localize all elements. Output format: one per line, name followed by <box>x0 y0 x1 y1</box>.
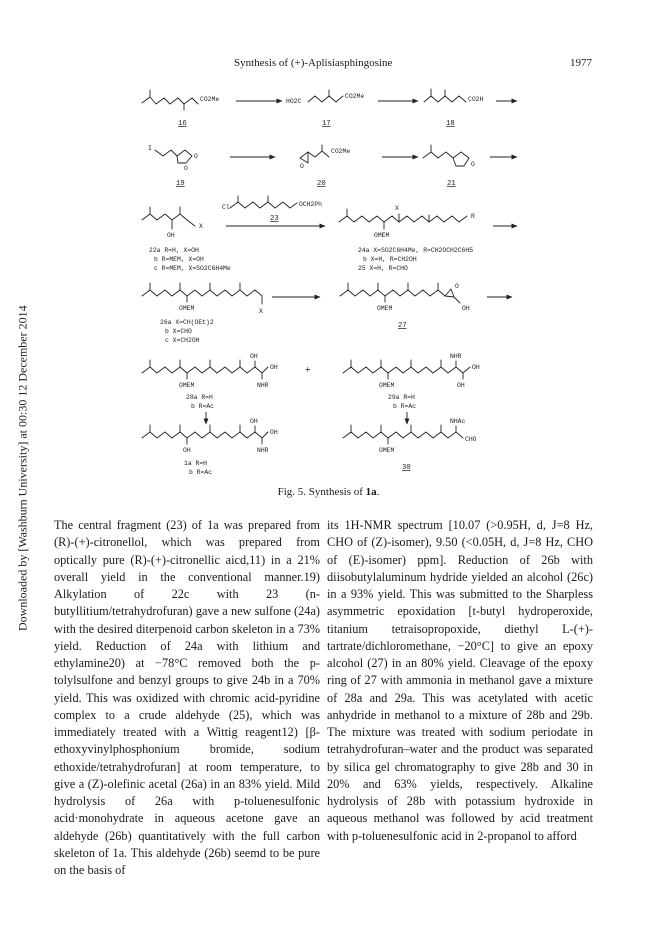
label-x: X <box>199 223 203 230</box>
label-carbonyl-o: O <box>471 161 475 168</box>
compound-21 <box>423 145 475 188</box>
legend-26b: b X=CHO <box>165 328 192 335</box>
legend-28a: 28a R=H <box>186 394 213 401</box>
label-omem: OMEM <box>379 382 395 389</box>
compound-16 <box>142 90 219 128</box>
legend-22c: c R=MEM, X=SO2C6H4Me <box>154 265 231 272</box>
compound-number-23: 23 <box>270 215 279 223</box>
legend-29b: b R=Ac <box>393 403 417 410</box>
label-oh: OH <box>270 429 278 436</box>
label-nhr: NHR <box>257 447 269 454</box>
legend-1b: b R=Ac <box>189 469 213 476</box>
compound-number-21: 21 <box>447 180 456 188</box>
label-co2h: CO2H <box>468 96 484 103</box>
page-number: 1977 <box>570 57 592 69</box>
legend-22b: b R=MEM, X=OH <box>154 256 204 263</box>
legend-25: 25 X=H, R=CHO <box>358 265 408 272</box>
legend-26a: 26a X=CH(OEt)2 <box>160 319 214 326</box>
label-ring-o: O <box>184 165 188 172</box>
compound-19 <box>148 145 198 188</box>
body-column-right <box>327 517 593 845</box>
label-nhr: NHR <box>257 382 269 389</box>
legend-24a: 24a X=SO2C6H4Me, R=CH2OCH2C6H5 <box>358 247 474 254</box>
label-co2me: CO2Me <box>331 148 351 155</box>
label-oh: OH <box>472 364 480 371</box>
label-cho: CHO <box>465 436 477 443</box>
label-omem: OMEM <box>179 382 195 389</box>
label-epoxide-o: O <box>300 163 304 170</box>
label-oh: OH <box>183 447 191 454</box>
label-iodo: I <box>148 145 152 152</box>
label-r: R <box>471 213 475 220</box>
compound-30 <box>343 418 477 472</box>
compound-number-19: 19 <box>176 180 185 188</box>
label-oh: OH <box>270 364 278 371</box>
legend-22a: 22a R=H, X=OH <box>149 247 199 254</box>
caption-compound: 1a <box>365 486 377 498</box>
label-co2me: CO2Me <box>200 96 220 103</box>
label-carbonyl-o: O <box>194 153 198 160</box>
label-oh: OH <box>167 232 175 239</box>
compound-24 <box>339 205 475 272</box>
compound-17 <box>286 90 364 128</box>
legend-29a: 29a R=H <box>388 394 415 401</box>
compound-22 <box>142 207 231 272</box>
caption-text: Synthesis of <box>308 486 363 498</box>
label-x: X <box>395 205 399 212</box>
label-chloro: Cl <box>222 204 230 211</box>
label-epoxide-o: O <box>455 283 459 290</box>
compound-number-30: 30 <box>402 464 411 472</box>
compound-23-reagent <box>222 196 322 223</box>
label-oh: OH <box>462 305 470 312</box>
label-omem: OMEM <box>374 232 390 239</box>
label-nhac: NHAc <box>450 418 466 425</box>
compound-number-17: 17 <box>322 120 331 128</box>
legend-1a: 1a R=H <box>184 460 208 467</box>
label-oh: OH <box>457 382 465 389</box>
label-co2me: CO2Me <box>345 93 365 100</box>
caption-suffix: . <box>376 486 380 498</box>
compound-number-16: 16 <box>178 120 187 128</box>
label-nhr: NHR <box>450 353 462 360</box>
running-header-title: Synthesis of (+)-Aplisiasphingosine <box>234 57 393 69</box>
caption-prefix: Fig. 5. <box>277 486 307 498</box>
body-paragraph-right: its 1H-NMR spectrum [10.07 (>0.95H, d, J=8 Hz, CHO of (Z)-isomer), 9.50 (<0.05H, d, J=8 Hz, CHO of (E)-isomer) ppm]. Reduction of 26b with diisobutylaluminum hydride yielded an alcohol (26c) in a 93% yield. This was submitted to the Sharpless asymmetric epoxidation [t-butyl hydroperoxide, titanium tetraisopropoxide, diethyl L-(+)-tartrate/dichloromethane, −20°C] to give an epoxy alcohol (27) in an 80% yield. Cleavage of the epoxy ring of 27 with ammonia in methanol gave a mixture of 28a and 29a. This was acetylated with acetic anhydride in methanol to a mixture of 28b and 29b. The mixture was treated with sodium periodate in tetrahydrofuran–water and the product was separated by silica gel chromatography to give 28b and 30 in 20% and 63% yields, respectively. Alkaline hydrolysis of 28b with potassium hydroxide in aqueous methanol was followed by acid treatment with p-toluenesulfonic acid in 2-propanol to afford <box>327 518 593 843</box>
body-column-left <box>54 517 320 879</box>
compound-28 <box>142 353 278 410</box>
compound-29 <box>343 353 480 410</box>
legend-28b: b R=Ac <box>191 403 215 410</box>
label-och2ph: OCH2Ph <box>299 201 323 208</box>
label-omem: OMEM <box>179 305 195 312</box>
compound-18 <box>424 89 484 128</box>
compound-number-20: 20 <box>317 180 326 188</box>
compound-1 <box>142 418 278 476</box>
compound-27 <box>340 283 470 330</box>
compound-number-18: 18 <box>446 120 455 128</box>
compound-number-27: 27 <box>398 322 407 330</box>
label-oh: OH <box>250 418 258 425</box>
download-watermark: Downloaded by [Washburn University] at 00:30 12 December 2014 <box>15 305 30 631</box>
label-oh: OH <box>250 353 258 360</box>
compound-26 <box>142 283 263 344</box>
plus-sign: + <box>305 365 311 376</box>
compound-20 <box>300 145 350 188</box>
label-x: X <box>259 308 263 315</box>
legend-24b: b X=H, R=CH2OH <box>363 256 417 263</box>
figure-caption <box>0 486 657 498</box>
label-omem: OMEM <box>377 305 393 312</box>
label-omem: OMEM <box>379 447 395 454</box>
label-ho2c: HO2C <box>286 98 302 105</box>
body-paragraph-left: The central fragment (23) of 1a was prepared from (R)-(+)-citronellol, which was prepared from optically pure (R)-(+)-citronellic aicd,11) in a 21% overall yield in the conventional manner.19) Alkylation of 22c with 23 (n-butyllitium/tetrahydrofuran) gave a new sulfone (24a) with the desired diterpenoid carbon skeleton in a 73% yield. Reduction of 24a with lithium and ethylamine20) at −78°C removed both the p-tolylsulfone and benzyl groups to give 24b in a 70% yield. This was oxidized with chromic acid-pyridine complex to a crude aldehyde (25), which was immediately treated with a Wittig reagent12) [β-ethoxyvinylphosphonium bromide, sodium ethoxide/tetrahydrofuran] at room temperature, to give a (Z)-olefinic acetal (26a) in an 83% yield. Mild hydrolysis of 26a with p-toluenesulfonic acid·monohydrate in aqueous acetone gave an aldehyde (26b) quantitatively with the full carbon skeleton of 1a. This aldehyde (26b) seemd to be pure on the basis of <box>54 518 320 877</box>
legend-26c: c X=CH2OH <box>165 337 200 344</box>
